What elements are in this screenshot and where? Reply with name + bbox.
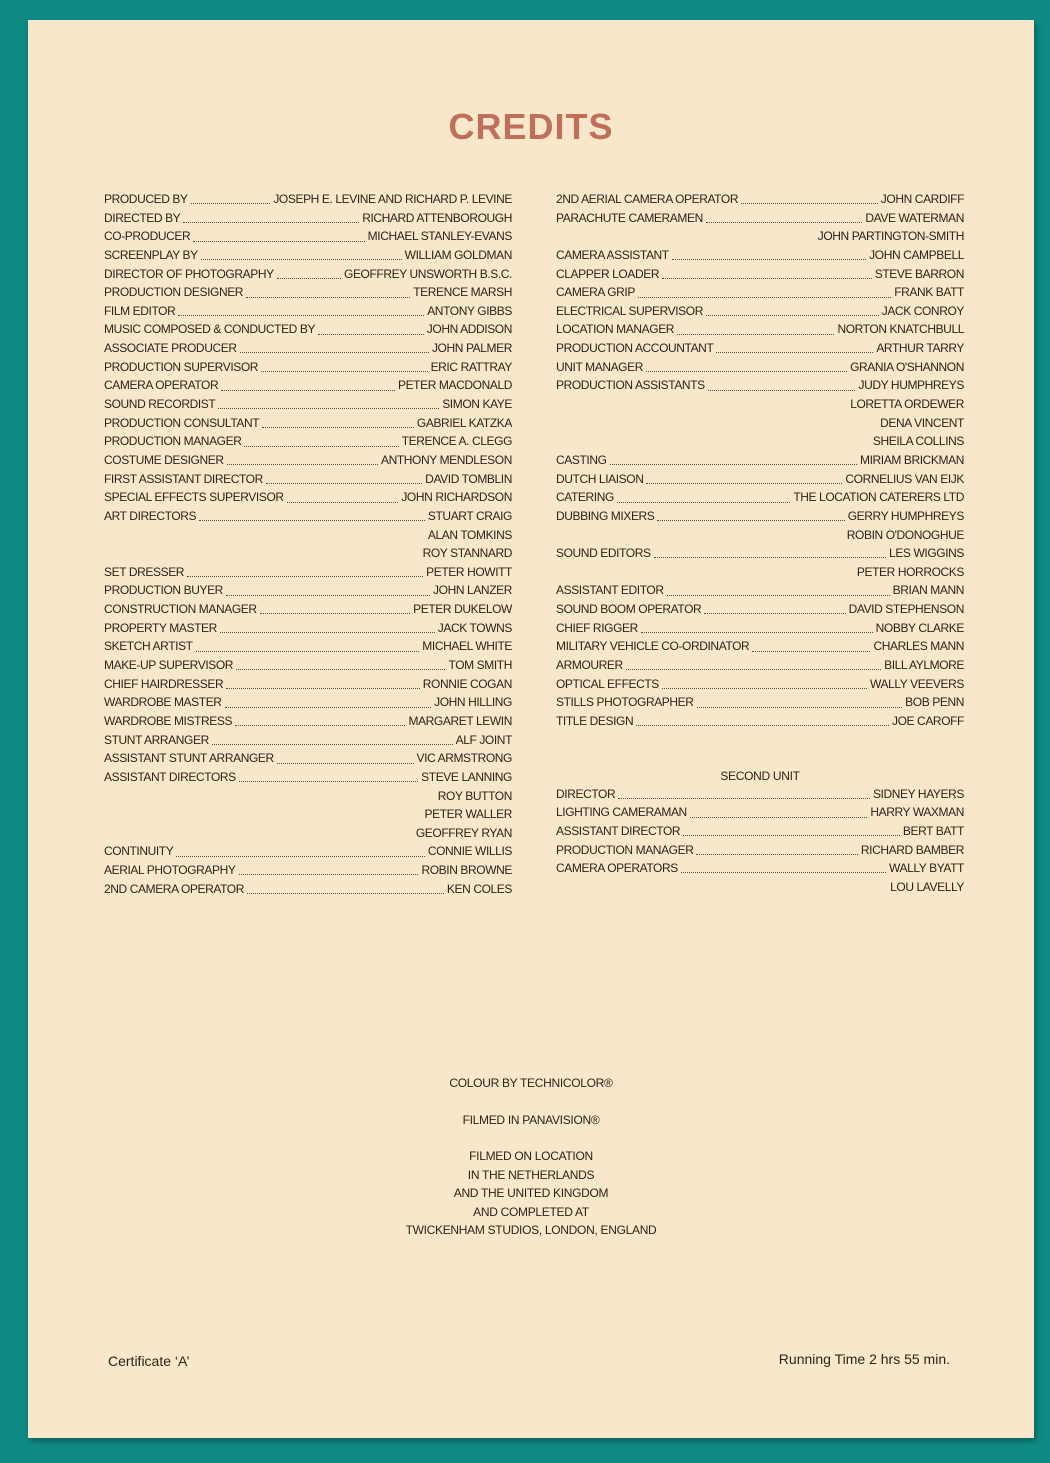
credit-name: VIC ARMSTRONG	[416, 751, 512, 766]
credit-name: CORNELIUS VAN EIJK	[845, 471, 964, 486]
credit-role: CLAPPER LOADER	[556, 266, 660, 281]
credit-role: CASTING	[556, 452, 607, 467]
credit-name: NORTON KNATCHBULL	[837, 322, 964, 337]
dot-leader	[667, 595, 890, 596]
dot-leader	[193, 241, 364, 242]
dot-leader	[247, 893, 444, 894]
credit-name: GRANIA O'SHANNON	[850, 359, 964, 374]
credit-name: JUDY HUMPHREYS	[858, 378, 964, 393]
dot-leader	[220, 632, 435, 633]
credit-row	[104, 322, 512, 341]
credit-row	[556, 843, 964, 862]
credit-row	[104, 192, 512, 211]
dot-leader	[704, 613, 845, 614]
location-line: AND THE UNITED KINGDOM	[453, 1186, 609, 1200]
certificate-label: Certificate ‘A’	[108, 1353, 190, 1369]
credit-role: SOUND RECORDIST	[104, 397, 216, 412]
credit-role: AERIAL PHOTOGRAPHY	[104, 863, 236, 878]
panavision-note: FILMED IN PANAVISION®	[462, 1112, 600, 1127]
credit-name: RONNIE COGAN	[422, 676, 512, 691]
credit-role: SOUND EDITORS	[556, 546, 651, 561]
credit-name: PETER HORROCKS	[856, 564, 964, 579]
credit-name: LORETTA ORDEWER	[850, 397, 964, 412]
credit-row	[104, 751, 512, 770]
credit-row	[556, 565, 964, 584]
credit-role: PRODUCTION MANAGER	[556, 842, 694, 857]
credit-name: JOE CAROFF	[891, 713, 964, 728]
credit-name: STUART CRAIG	[427, 508, 512, 523]
credit-role: PARACHUTE CAMERAMEN	[556, 210, 703, 225]
credit-name: DENA VINCENT	[880, 415, 964, 430]
dot-leader	[610, 464, 857, 465]
dot-leader	[221, 390, 395, 391]
dot-leader	[697, 707, 903, 708]
dot-leader	[262, 427, 414, 428]
credit-name: SHEILA COLLINS	[872, 434, 964, 449]
credit-role: DIRECTOR OF PHOTOGRAPHY	[104, 266, 274, 281]
credit-row	[556, 397, 964, 416]
dot-leader	[646, 483, 842, 484]
credit-role: CAMERA ASSISTANT	[556, 247, 669, 262]
credit-role: CHIEF HAIRDRESSER	[104, 676, 224, 691]
dot-leader	[708, 390, 856, 391]
credit-name: JOHN RICHARDSON	[401, 490, 512, 505]
credit-name: JOSEPH E. LEVINE AND RICHARD P. LEVINE	[273, 192, 512, 206]
credit-role: 2ND CAMERA OPERATOR	[104, 881, 244, 896]
credit-name: ANTONY GIBBS	[427, 303, 512, 318]
credit-role: LOCATION MANAGER	[556, 322, 675, 337]
credit-row	[104, 863, 512, 882]
dot-leader	[246, 297, 410, 298]
dot-leader	[239, 874, 419, 875]
credit-row	[556, 360, 964, 379]
dot-leader	[626, 669, 881, 670]
credit-name: CHARLES MANN	[873, 639, 964, 654]
credit-row	[556, 304, 964, 323]
credit-role: ELECTRICAL SUPERVISOR	[556, 303, 703, 318]
credit-role: PRODUCTION MANAGER	[104, 434, 242, 449]
credit-row	[104, 397, 512, 416]
dot-leader	[690, 817, 868, 818]
credit-row	[104, 770, 512, 789]
credit-name: WALLY BYATT	[889, 861, 964, 876]
credit-row	[104, 882, 512, 901]
credit-role: SKETCH ARTIST	[104, 639, 193, 654]
dot-leader	[277, 278, 341, 279]
dot-leader	[236, 669, 445, 670]
credit-name: MIRIAM BRICKMAN	[859, 452, 964, 467]
dot-leader	[226, 595, 430, 596]
dot-leader	[176, 856, 425, 857]
credit-name: KEN COLES	[446, 881, 512, 896]
credit-name: PETER DUKELOW	[413, 602, 512, 617]
dot-leader	[618, 798, 870, 799]
credit-row	[556, 322, 964, 341]
dot-leader	[318, 334, 424, 335]
credit-role: STUNT ARRANGER	[104, 732, 209, 747]
credit-name: SIDNEY HAYERS	[872, 786, 964, 801]
credit-role: ARMOURER	[556, 658, 623, 673]
credit-row	[556, 434, 964, 453]
dot-leader	[227, 464, 378, 465]
dot-leader	[199, 520, 425, 521]
credit-name: MICHAEL WHITE	[422, 639, 512, 654]
credit-name: BERT BATT	[902, 823, 964, 838]
location-line: IN THE NETHERLANDS	[467, 1167, 595, 1182]
credit-row	[556, 229, 964, 248]
credit-row	[556, 509, 964, 528]
dot-leader	[654, 557, 886, 558]
credit-role: PRODUCTION SUPERVISOR	[104, 359, 259, 374]
credit-name: JACK CONROY	[881, 303, 964, 318]
dot-leader	[239, 781, 418, 782]
credit-name: GABRIEL KATZKA	[416, 415, 512, 430]
credit-row	[556, 714, 964, 733]
credit-row	[104, 434, 512, 453]
dot-leader	[681, 872, 886, 873]
right-credits-column	[556, 192, 964, 898]
credit-name: ROBIN O'DONOGHUE	[846, 527, 964, 542]
credit-row	[104, 695, 512, 714]
credit-row	[556, 805, 964, 824]
credit-row	[104, 490, 512, 509]
credit-row	[104, 341, 512, 360]
dot-leader	[201, 259, 402, 260]
credit-name: LOU LAVELLY	[890, 879, 964, 894]
credit-name: WALLY VEEVERS	[870, 676, 964, 691]
credit-row	[556, 192, 964, 211]
credit-role: ASSISTANT DIRECTORS	[104, 769, 236, 784]
credit-name: ROY STANNARD	[422, 546, 512, 561]
credit-role: ASSISTANT DIRECTOR	[556, 823, 681, 838]
credit-row	[556, 378, 964, 397]
credit-role: PRODUCTION BUYER	[104, 583, 223, 598]
credit-role: 2ND AERIAL CAMERA OPERATOR	[556, 192, 739, 206]
credit-name: PETER HOWITT	[426, 564, 512, 579]
credit-role: CO-PRODUCER	[104, 229, 191, 244]
credit-role: COSTUME DESIGNER	[104, 452, 224, 467]
credit-name: JOHN ADDISON	[426, 322, 512, 337]
left-credits-column	[104, 192, 512, 900]
dot-leader	[266, 483, 422, 484]
credit-role: STILLS PHOTOGRAPHER	[556, 695, 694, 710]
dot-leader	[638, 297, 891, 298]
credit-role: DUTCH LIAISON	[556, 471, 644, 486]
dot-leader	[617, 502, 790, 503]
credit-name: RICHARD BAMBER	[860, 842, 964, 857]
dot-leader	[641, 632, 873, 633]
credit-role: TITLE DESIGN	[556, 713, 634, 728]
credit-row	[104, 621, 512, 640]
credit-row	[556, 787, 964, 806]
colour-note: COLOUR BY TECHNICOLOR®	[449, 1076, 613, 1090]
credit-row	[104, 714, 512, 733]
credit-name: JOHN PARTINGTON-SMITH	[817, 229, 964, 244]
credit-name: JOHN CAMPBELL	[869, 247, 964, 262]
dot-leader	[187, 576, 423, 577]
dot-leader	[235, 725, 405, 726]
credit-role: SET DRESSER	[104, 564, 185, 579]
dot-leader	[657, 520, 844, 521]
credit-row	[556, 546, 964, 565]
credit-row	[104, 583, 512, 602]
credit-role: ART DIRECTORS	[104, 508, 197, 523]
credit-row	[104, 416, 512, 435]
credit-name: JOHN LANZER	[433, 583, 512, 598]
credit-role: ASSISTANT STUNT ARRANGER	[104, 751, 274, 766]
credit-row	[556, 621, 964, 640]
credit-row	[556, 602, 964, 621]
credit-name: STEVE LANNING	[421, 769, 512, 784]
credit-name: GERRY HUMPHREYS	[847, 508, 964, 523]
credit-role: WARDROBE MASTER	[104, 695, 222, 710]
dot-leader	[226, 688, 420, 689]
dot-leader	[752, 651, 870, 652]
credit-row	[556, 528, 964, 547]
credit-role: DIRECTED BY	[104, 210, 181, 225]
credit-name: ARTHUR TARRY	[876, 341, 964, 356]
credit-row	[104, 658, 512, 677]
credit-row	[104, 844, 512, 863]
credit-row	[104, 565, 512, 584]
dot-leader	[672, 259, 866, 260]
credit-row	[104, 229, 512, 248]
credit-role: PROPERTY MASTER	[104, 620, 217, 635]
credit-name: DAVE WATERMAN	[865, 210, 964, 225]
credit-role: LIGHTING CAMERAMAN	[556, 805, 687, 820]
credit-role: PRODUCTION CONSULTANT	[104, 415, 260, 430]
credit-row	[556, 861, 964, 880]
running-time-label: Running Time 2 hrs 55 min.	[778, 1351, 950, 1367]
credit-row	[104, 789, 512, 808]
credit-name: ALAN TOMKINS	[427, 527, 512, 542]
credit-name: PETER WALLER	[424, 807, 512, 822]
dot-leader	[178, 315, 424, 316]
credits-sheet	[28, 20, 1034, 1438]
credit-role: MUSIC COMPOSED & CONDUCTED BY	[104, 322, 316, 337]
dot-leader	[277, 763, 414, 764]
credit-row	[556, 416, 964, 435]
credit-name: JACK TOWNS	[437, 620, 512, 635]
credit-role: OPTICAL EFFECTS	[556, 676, 659, 691]
credit-row	[556, 695, 964, 714]
credit-row	[104, 826, 512, 845]
credit-row	[104, 453, 512, 472]
dot-leader	[677, 334, 834, 335]
credit-name: CONNIE WILLIS	[427, 844, 512, 859]
credit-row	[556, 677, 964, 696]
credit-name: BOB PENN	[905, 695, 964, 710]
dot-leader	[662, 278, 872, 279]
credit-name: FRANK BATT	[894, 285, 964, 300]
dot-leader	[261, 371, 427, 372]
credit-name: TERENCE MARSH	[413, 285, 512, 300]
dot-leader	[260, 613, 411, 614]
credit-row	[104, 285, 512, 304]
credit-row	[104, 509, 512, 528]
credit-role: MAKE-UP SUPERVISOR	[104, 658, 234, 673]
credit-name: DAVID TOMBLIN	[425, 471, 512, 486]
credit-row	[104, 807, 512, 826]
credit-row	[556, 880, 964, 899]
credit-row	[104, 528, 512, 547]
credit-row	[104, 267, 512, 286]
credit-name: ERIC RATTRAY	[430, 359, 512, 374]
credit-row	[556, 639, 964, 658]
credit-role: PRODUCTION ACCOUNTANT	[556, 341, 714, 356]
credit-role: PRODUCED BY	[104, 192, 188, 206]
credit-row	[556, 658, 964, 677]
dot-leader	[716, 352, 873, 353]
credit-row	[556, 211, 964, 230]
footer-notes	[28, 1076, 1034, 1242]
credit-name: LES WIGGINS	[889, 546, 964, 561]
credit-name: TOM SMITH	[448, 658, 512, 673]
credit-row	[104, 639, 512, 658]
credit-role: FIRST ASSISTANT DIRECTOR	[104, 471, 263, 486]
dot-leader	[683, 835, 900, 836]
dot-leader	[240, 352, 429, 353]
second-unit-heading: SECOND UNIT	[720, 768, 800, 783]
dot-leader	[696, 854, 857, 855]
dot-leader	[183, 222, 359, 223]
credit-name: ANTHONY MENDLESON	[380, 452, 512, 467]
dot-leader	[706, 315, 879, 316]
credit-name: JOHN HILLING	[434, 695, 512, 710]
location-line: FILMED ON LOCATION	[469, 1149, 593, 1163]
credit-role: WARDROBE MISTRESS	[104, 713, 233, 728]
credit-row	[104, 378, 512, 397]
credit-name: RICHARD ATTENBOROUGH	[362, 210, 512, 225]
credit-row	[104, 211, 512, 230]
location-line: AND COMPLETED AT	[473, 1204, 589, 1219]
credit-name: WILLIAM GOLDMAN	[404, 247, 512, 262]
dot-leader	[244, 446, 398, 447]
location-line: TWICKENHAM STUDIOS, LONDON, ENGLAND	[405, 1223, 657, 1237]
credit-row	[556, 490, 964, 509]
credit-role: MILITARY VEHICLE CO-ORDINATOR	[556, 639, 750, 654]
dot-leader	[741, 203, 878, 204]
dot-leader	[646, 371, 847, 372]
credit-name: THE LOCATION CATERERS LTD	[793, 490, 964, 505]
credit-row	[556, 267, 964, 286]
dot-leader	[706, 222, 863, 223]
credit-role: SCREENPLAY BY	[104, 247, 198, 262]
credit-row	[556, 341, 964, 360]
credit-name: MARGARET LEWIN	[408, 713, 512, 728]
credit-row	[104, 360, 512, 379]
credit-row	[104, 733, 512, 752]
dot-leader	[225, 707, 432, 708]
credit-role: CAMERA OPERATOR	[104, 378, 219, 393]
credit-row	[104, 472, 512, 491]
dot-leader	[212, 744, 453, 745]
credit-name: ROBIN BROWNE	[421, 863, 512, 878]
credit-role: CHIEF RIGGER	[556, 620, 638, 635]
credit-name: JOHN PALMER	[431, 341, 512, 356]
dot-leader	[191, 203, 271, 204]
credit-role: DIRECTOR	[556, 786, 616, 801]
credit-name: BILL AYLMORE	[884, 658, 964, 673]
credit-name: ALF JOINT	[455, 732, 512, 747]
credit-row	[556, 248, 964, 267]
credit-name: TERENCE A. CLEGG	[401, 434, 512, 449]
credit-row	[556, 453, 964, 472]
credit-name: GEOFFREY RYAN	[415, 825, 512, 840]
dot-leader	[636, 725, 889, 726]
credit-role: DUBBING MIXERS	[556, 508, 655, 523]
credit-name: GEOFFREY UNSWORTH B.S.C.	[344, 266, 512, 281]
credit-name: HARRY WAXMAN	[870, 805, 964, 820]
credit-role: PRODUCTION DESIGNER	[104, 285, 244, 300]
dot-leader	[662, 688, 867, 689]
credit-role: UNIT MANAGER	[556, 359, 643, 374]
credit-row	[104, 602, 512, 621]
credit-role: CONTINUITY	[104, 844, 174, 859]
credit-row	[104, 248, 512, 267]
credit-name: PETER MACDONALD	[397, 378, 512, 393]
dot-leader	[196, 651, 420, 652]
credit-row	[104, 546, 512, 565]
credit-name: NOBBY CLARKE	[875, 620, 964, 635]
credit-role: FILM EDITOR	[104, 303, 176, 318]
credit-name: DAVID STEPHENSON	[848, 602, 964, 617]
credit-row	[556, 824, 964, 843]
dot-leader	[287, 502, 399, 503]
credit-role: PRODUCTION ASSISTANTS	[556, 378, 705, 393]
credit-name: ROY BUTTON	[437, 788, 512, 803]
credit-role: ASSISTANT EDITOR	[556, 583, 664, 598]
credit-role: CAMERA OPERATORS	[556, 861, 678, 876]
dot-leader	[218, 408, 439, 409]
credit-name: JOHN CARDIFF	[880, 192, 964, 206]
credit-name: MICHAEL STANLEY-EVANS	[367, 229, 512, 244]
credit-row	[556, 583, 964, 602]
credit-role: ASSOCIATE PRODUCER	[104, 341, 237, 356]
credit-row	[104, 304, 512, 323]
credit-role: CONSTRUCTION MANAGER	[104, 602, 257, 617]
credit-row	[104, 677, 512, 696]
credit-row	[556, 285, 964, 304]
credit-name: BRIAN MANN	[892, 583, 964, 598]
page-title: CREDITS	[448, 106, 614, 147]
credit-name: SIMON KAYE	[442, 397, 512, 412]
credit-role: CATERING	[556, 490, 614, 505]
credit-role: CAMERA GRIP	[556, 285, 635, 300]
credit-name: STEVE BARRON	[874, 266, 964, 281]
credit-role: SPECIAL EFFECTS SUPERVISOR	[104, 490, 284, 505]
credit-role: SOUND BOOM OPERATOR	[556, 602, 702, 617]
credit-row	[556, 472, 964, 491]
